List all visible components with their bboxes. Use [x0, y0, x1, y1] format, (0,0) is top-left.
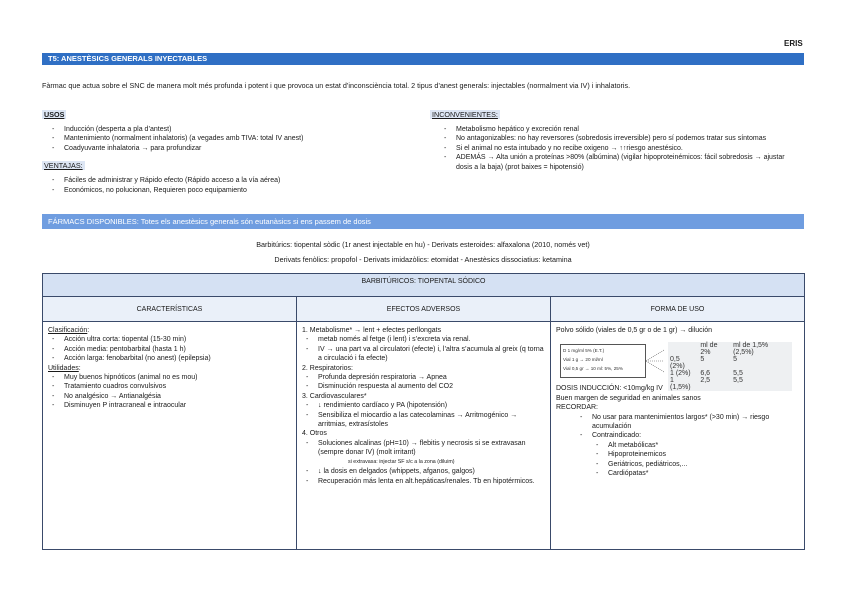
- clasificacion-label: Clasificación: [48, 327, 88, 334]
- table-cell: 0,5 (2%): [670, 356, 685, 371]
- list-item: - Inducción (desperta a pla d’antest): [48, 125, 422, 134]
- utilidades-label: Utilidades: [48, 364, 79, 372]
- list-item: - Cardiópatas*: [556, 469, 799, 478]
- list-item: - Alt metabólicas*: [556, 441, 799, 450]
- col-header-forma: FORMA DE USO: [551, 297, 805, 322]
- list-item: - No usar para mantenimientos largos* (>30 min) → riesgo acumulación: [556, 413, 799, 432]
- usos-label: USOS: [44, 110, 65, 119]
- table-cell: 1 (2%): [670, 370, 691, 378]
- list-item: - Profunda depresión respiratoria → Apnea: [302, 373, 545, 382]
- tiopental-table: [42, 273, 805, 550]
- list-item: - Acción larga: fenobarbital (no anest) (epilepsia): [48, 354, 291, 363]
- dilution-table: [668, 342, 792, 391]
- list-item: - Económicos, no polucionan, Requieren poco equipamiento: [48, 186, 422, 195]
- ventajas-label: VENTAJAS:: [44, 161, 83, 171]
- list-item: - metab només al fetge (i lent) i s’excreta via renal.: [302, 335, 545, 344]
- col-header-efectos: EFECTOS ADVERSOS: [297, 297, 551, 322]
- author-tag: ERIS: [784, 39, 803, 48]
- drug-line-2: Derivats fenòlics: propofol - Derivats imidazòlics: etomidat - Anestèsics dissociatius: ketamina: [274, 255, 572, 264]
- table-cell: 6,6: [700, 370, 711, 378]
- list-item: - Fáciles de administrar y Rápido efecto (Rápido acceso a la vía aérea): [48, 176, 422, 185]
- forma-cell: [551, 322, 805, 550]
- list-item: - Tratamiento cuadros convulsivos: [48, 382, 291, 391]
- table-cell: ml de 1,5% (2,5%): [733, 342, 769, 357]
- dosis-text: DOSIS INDUCCIÓN: <10mg/kg IV: [556, 385, 663, 393]
- list-item: - Hipoproteinemicos: [556, 450, 799, 459]
- intro-paragraph: Fàrmac que actua sobre el SNC de manera molt més profunda i potent i que provoca un estat d’inconsciència total. 2 tipus d’anest generals: injectables (normalment via IV) i inhalatoris.: [42, 81, 631, 90]
- sub-note: si extravasa: injectar SF s/c a la zona (diluim): [348, 458, 455, 465]
- efecto-heading: 3. Cardiovasculares*: [302, 392, 367, 400]
- list-item: - No analgésico → Antianalgésia: [48, 392, 291, 401]
- list-item: - ↓ rendimiento cardíaco y PA (hipotensión): [302, 401, 545, 410]
- efecto-heading: 4. Otros: [302, 430, 327, 438]
- polvo-text: Polvo sólido (viales de 0,5 gr o de 1 gr) → dilución: [556, 327, 713, 334]
- list-item: - IV → una part va al circulatori (efecte) i, l’altra s’acumula al greix (q torna a circulació i fa efecte): [302, 345, 545, 364]
- table-cell: 2,5: [700, 377, 711, 385]
- note-line: Vial 1 g → 20 ml/ml: [563, 357, 603, 363]
- list-item: - Recuperación más lenta en alt.hepáticas/renales. Tb en hipotérmicos.: [302, 477, 545, 486]
- list-item: - Si el animal no esta intubado y no recibe oxigeno → ↑↑riesgo anestésico.: [440, 144, 802, 153]
- recordar-label: RECORDAR:: [556, 404, 599, 412]
- caracteristicas-cell: [43, 322, 297, 550]
- list-item: - No antagonizables: no hay reversores (sobredosis irreversible) pero sí podemos tratar sus síntomas: [440, 134, 802, 143]
- ventajas-list: [48, 176, 422, 195]
- list-item: - ADEMÁS → Alta unión a proteínas >80% (albúmina) (vigilar hipoproteinémicos: fácil sobredosis → ajustar dosis a la baja) (prot baixes = hipotensió): [440, 153, 802, 172]
- usos-block: [42, 104, 422, 195]
- farmacos-bar: FÁRMACS DISPONIBLES: Totes els anestèsics generals són eutanàsics si ens passem de dosis: [42, 214, 804, 229]
- usos-list: [48, 125, 422, 153]
- list-item: - Mantenimiento (normalment inhalatoris) (a vegades amb TIVA: total IV anest): [48, 134, 422, 143]
- list-item: - ↓ la dosis en delgados (whippets, afganos, galgos): [302, 467, 545, 476]
- utilidades-colon: :: [78, 364, 81, 372]
- list-item: - Acción ultra corta: tiopental (15-30 min): [48, 335, 291, 344]
- note-line: Vial 0,5 gr → 10 ml: 5%, 25%: [563, 366, 623, 372]
- table-cell: 5: [733, 356, 738, 364]
- list-item: - Contraindicado:: [556, 431, 799, 440]
- efectos-cell: [297, 322, 551, 550]
- section-title-bar: T5: ANESTÈSICS GENERALS INYECTABLES: [42, 53, 804, 65]
- list-item: - Acción media: pentobarbital (hasta 1 h): [48, 345, 291, 354]
- list-item: - Coadyuvante inhalatoria → para profundizar: [48, 144, 422, 153]
- list-item: - Disminución respuesta al aumento del CO2: [302, 382, 545, 391]
- table-title: BARBITÚRICOS: TIOPENTAL SÓDICO: [43, 274, 805, 297]
- clasificacion-colon: :: [87, 327, 90, 334]
- table-cell: 1 (1,5%): [670, 377, 691, 392]
- list-item: - Soluciones alcalinas (pH=10) → flebitis y necrosis si se extravasan (sempre donar IV) (molt irritant): [302, 439, 545, 458]
- efecto-heading: 2. Respiratorios:: [302, 364, 353, 372]
- drug-line-1: Barbitúrics: tiopental sòdic (1r anest injectable en hu) - Derivats esteroides: alfaxalona (2010, només vet): [256, 240, 590, 249]
- list-item: - Geriátricos, pediátricos,...: [556, 460, 799, 469]
- list-item: - Metabolismo hepático y excreción renal: [440, 125, 802, 134]
- list-item: - Disminuyen P intracraneal e intraocular: [48, 401, 291, 410]
- inconvenientes-list: [440, 125, 802, 172]
- list-item: - Muy buenos hipnóticos (animal no es mou): [48, 373, 291, 382]
- table-cell: 5,5: [733, 377, 743, 385]
- inconvenientes-block: [430, 104, 802, 172]
- col-header-caracteristicas: CARACTERÍSTICAS: [43, 297, 297, 322]
- list-item: - Sensibiliza el miocardio a las catecolaminas → Arritmogénico → arritmias, extrasístoles: [302, 411, 545, 430]
- note-line: D 1 mg/ml 5% (E.T.): [563, 348, 605, 354]
- arrow-icon: [644, 346, 668, 376]
- table-cell: 5: [700, 356, 705, 364]
- table-cell: 5,5: [733, 370, 743, 378]
- margen-text: Buen margen de seguridad en animales sanos: [556, 394, 701, 402]
- table-cell: ml de 2%: [700, 342, 718, 357]
- efecto-heading: 1. Metabolisme* → lent + efectes perllongats: [302, 327, 442, 334]
- inconvenientes-label: INCONVENIENTES:: [432, 110, 498, 119]
- dilution-note-box: [560, 344, 646, 378]
